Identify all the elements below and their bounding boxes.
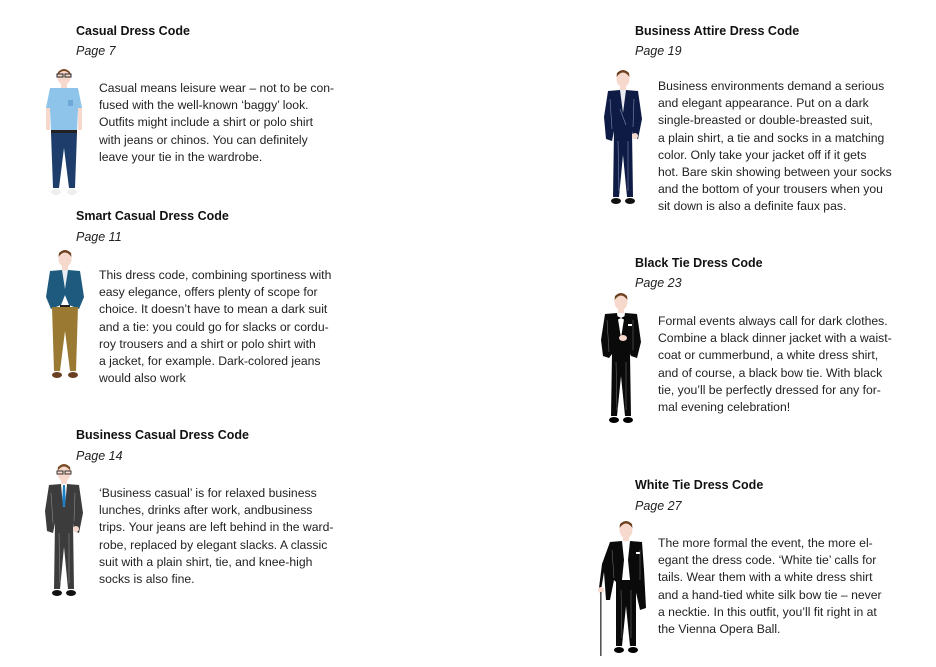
section-title: Business Attire Dress Code <box>635 24 800 38</box>
text-line: and the bottom of your trousers when you <box>658 182 883 197</box>
business-attire-man-illustration <box>600 69 646 209</box>
text-line: with jeans or chinos. You can definitely <box>99 132 308 147</box>
text-line: a jacket, for example. Dark-colored jeans <box>99 354 321 369</box>
page-reference: Page 27 <box>635 499 682 513</box>
page-reference: Page 23 <box>635 276 682 290</box>
smart-casual-man-illustration <box>43 249 87 385</box>
black-tie-man-illustration <box>597 292 645 428</box>
text-line: and a tie: you could go for slacks or cordu- <box>99 319 329 334</box>
section-title: Business Casual Dress Code <box>76 428 249 442</box>
text-line: This dress code, combining sportiness with <box>99 268 332 282</box>
casual-man-illustration <box>42 68 86 204</box>
text-line: socks is also fine. <box>99 572 195 587</box>
text-line: a plain shirt, a tie and socks in a matching <box>658 130 885 145</box>
text-line: ‘Business casual’ is for relaxed business <box>99 486 317 500</box>
text-line: Formal events always call for dark clothes. <box>658 314 888 328</box>
text-line: lunches, drinks after work, andbusiness <box>99 503 313 518</box>
text-line: the Vienna Opera Ball. <box>658 622 781 637</box>
text-line: robe, replaced by elegant slacks. A classic <box>99 537 328 552</box>
page-reference: Page 11 <box>76 230 122 244</box>
section-title: Smart Casual Dress Code <box>76 209 229 223</box>
section-description <box>658 535 882 638</box>
text-line: color. Only take your jacket off if it gets <box>658 147 867 162</box>
page-reference: Page 14 <box>76 449 123 463</box>
text-line: and a hand-tied white silk bow tie – never <box>658 587 882 602</box>
section-description <box>99 485 333 588</box>
text-line: easy elegance, offers plenty of scope for <box>99 285 318 300</box>
text-line: mal evening celebration! <box>658 400 791 415</box>
text-line: tie, you’ll be perfectly dressed for any for- <box>658 382 881 397</box>
text-line: Casual means leisure wear – not to be con- <box>99 81 335 95</box>
text-line: The more formal the event, the more el- <box>658 536 873 550</box>
text-line: Business environments demand a serious <box>658 79 885 93</box>
text-line: a necktie. In this outfit, you’ll fit right in at <box>658 604 877 619</box>
white-tie-man-illustration <box>596 520 652 660</box>
text-line: and elegant appearance. Put on a dark <box>658 96 869 111</box>
section-title: Casual Dress Code <box>76 24 190 38</box>
page-reference: Page 7 <box>76 44 116 58</box>
business-casual-man-illustration <box>41 463 87 601</box>
section-description <box>658 313 892 416</box>
section-title: Black Tie Dress Code <box>635 256 763 270</box>
text-line: Outfits might include a shirt or polo shirt <box>99 115 314 130</box>
text-line: and of course, a black bow tie. With black <box>658 365 883 380</box>
text-line: trips. Your jeans are left behind in the ward- <box>99 520 334 535</box>
text-line: tails. Wear them with a white dress shirt <box>658 570 873 585</box>
text-line: egant the dress code. ‘White tie’ calls for <box>658 553 877 568</box>
section-title: White Tie Dress Code <box>635 478 764 492</box>
text-line: choice. It doesn’t have to mean a dark suit <box>99 302 328 317</box>
page-reference: Page 19 <box>635 44 682 58</box>
text-line: single-breasted or double-breasted suit, <box>658 113 873 128</box>
section-description <box>658 78 892 216</box>
text-line: suit with a plain shirt, tie, and knee-high <box>99 554 313 569</box>
text-line: would also work <box>99 371 186 386</box>
section-description <box>99 80 334 166</box>
text-line: Combine a black dinner jacket with a waist- <box>658 331 892 346</box>
text-line: coat or cummerbund, a white dress shirt, <box>658 348 879 363</box>
section-description <box>99 267 331 387</box>
text-line: roy trousers and a shirt or polo shirt with <box>99 336 316 351</box>
text-line: leave your tie in the wardrobe. <box>99 149 263 164</box>
text-line: hot. Bare skin showing between your socks <box>658 165 892 180</box>
text-line: sit down is also a definite faux pas. <box>658 199 847 214</box>
text-line: fused with the well-known ‘baggy’ look. <box>99 98 309 113</box>
